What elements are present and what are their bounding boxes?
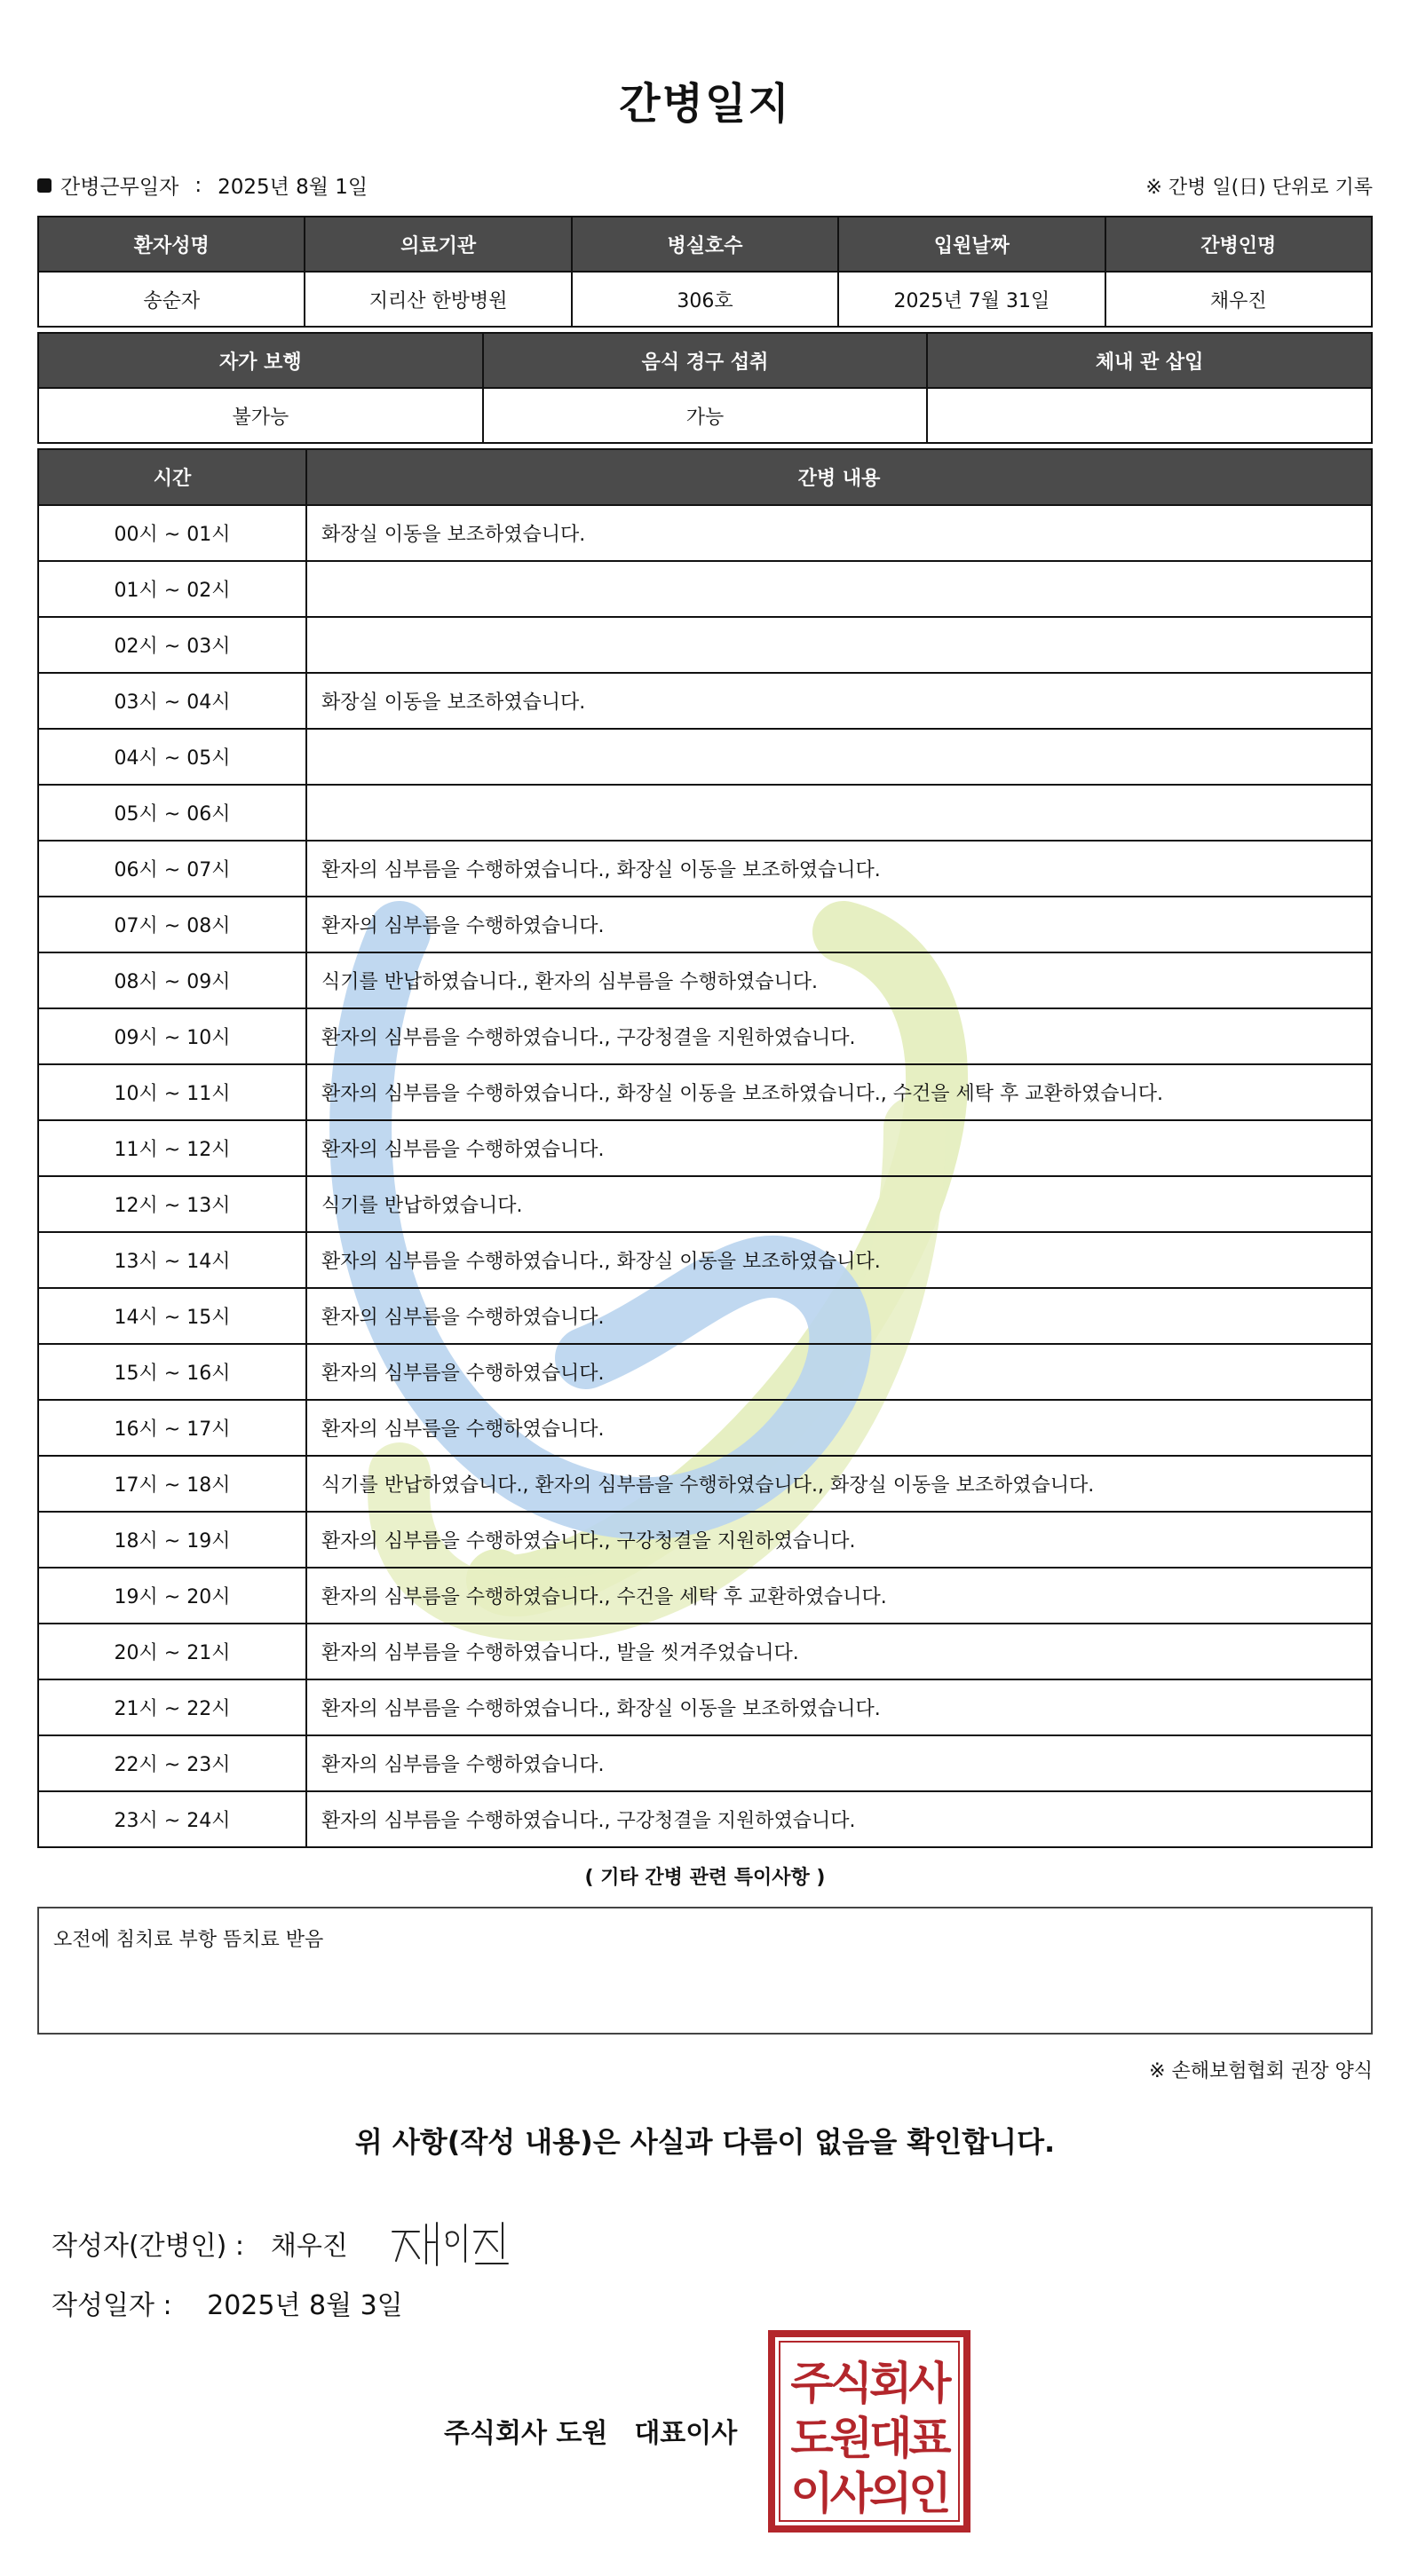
tube-insertion-value: [927, 388, 1372, 443]
care-content-cell: 식기를 반납하였습니다.: [306, 1176, 1372, 1232]
recommend-note: ※ 손해보험협회 권장 양식: [1149, 2060, 1373, 2082]
time-cell: 14시 ~ 15시: [38, 1288, 306, 1344]
write-date-value: 2025년 8월 3일: [207, 2290, 403, 2321]
header-admission-date: 입원날짜: [838, 217, 1105, 272]
time-cell: 12시 ~ 13시: [38, 1176, 306, 1232]
handwritten-signature: [384, 2212, 517, 2274]
table-row: [38, 952, 1372, 1008]
care-content-cell: 환자의 심부름을 수행하였습니다.: [306, 1735, 1372, 1791]
care-content-cell: 식기를 반납하였습니다., 환자의 심부름을 수행하였습니다., 화장실 이동을 보조하였습니다.: [306, 1456, 1372, 1512]
care-content-cell: 환자의 심부름을 수행하였습니다.: [306, 897, 1372, 952]
time-cell: 11시 ~ 12시: [38, 1120, 306, 1176]
time-cell: 05시 ~ 06시: [38, 785, 306, 841]
work-date-separator: :: [194, 173, 202, 197]
care-content-cell: 식기를 반납하였습니다., 환자의 심부름을 수행하였습니다.: [306, 952, 1372, 1008]
care-content-cell: [306, 729, 1372, 785]
care-content-cell: 환자의 심부름을 수행하였습니다., 화장실 이동을 보조하였습니다.: [306, 841, 1372, 897]
header-self-walking: 자가 보행: [38, 333, 483, 388]
care-content-cell: 환자의 심부름을 수행하였습니다.: [306, 1344, 1372, 1400]
care-content-cell: 환자의 심부름을 수행하였습니다., 화장실 이동을 보조하였습니다.: [306, 1679, 1372, 1735]
table-row: [38, 785, 1372, 841]
care-content-cell: 환자의 심부름을 수행하였습니다., 구강청결을 지원하였습니다.: [306, 1512, 1372, 1568]
header-hospital: 의료기관: [305, 217, 571, 272]
self-walking-value: 불가능: [38, 388, 483, 443]
care-content-cell: 환자의 심부름을 수행하였습니다., 구강청결을 지원하였습니다.: [306, 1791, 1372, 1847]
header-oral-intake: 음식 경구 섭취: [483, 333, 928, 388]
company-role: 대표이사: [634, 2418, 738, 2449]
table-row: [38, 1120, 1372, 1176]
header-tube-insertion: 체내 관 삽입: [927, 333, 1372, 388]
company-name: 주식회사 도원: [444, 2418, 608, 2449]
care-content-cell: 환자의 심부름을 수행하였습니다., 발을 씻겨주었습니다.: [306, 1624, 1372, 1679]
time-cell: 19시 ~ 20시: [38, 1568, 306, 1624]
company-line: [444, 2411, 737, 2450]
time-cell: 07시 ~ 08시: [38, 897, 306, 952]
table-row: [38, 1512, 1372, 1568]
work-date: [37, 170, 368, 200]
header-caregiver-name: 간병인명: [1105, 217, 1372, 272]
admission-date: 2025년 7월 31일: [838, 272, 1105, 327]
time-cell: 03시 ~ 04시: [38, 673, 306, 729]
svg-text:이사의인: 이사의인: [790, 2468, 948, 2519]
care-content-cell: [306, 785, 1372, 841]
table-row: [38, 841, 1372, 897]
hospital-name: 지리산 한방병원: [305, 272, 571, 327]
care-content-cell: 환자의 심부름을 수행하였습니다.: [306, 1288, 1372, 1344]
time-cell: 10시 ~ 11시: [38, 1064, 306, 1120]
table-row: [38, 1064, 1372, 1120]
work-date-value: 2025년 8월 1일: [218, 176, 368, 199]
notes-box: [37, 1907, 1373, 2035]
table-row: [38, 505, 1372, 561]
table-row: [38, 561, 1372, 617]
notes-text: 오전에 침치료 부항 뜸치료 받음: [53, 1929, 324, 1951]
write-date-line: [51, 2283, 403, 2322]
time-cell: 21시 ~ 22시: [38, 1679, 306, 1735]
time-cell: 22시 ~ 23시: [38, 1735, 306, 1791]
write-date-label: 작성일자 :: [51, 2290, 172, 2321]
care-content-cell: 환자의 심부름을 수행하였습니다., 구강청결을 지원하였습니다.: [306, 1008, 1372, 1064]
time-cell: 17시 ~ 18시: [38, 1456, 306, 1512]
time-cell: 23시 ~ 24시: [38, 1791, 306, 1847]
time-cell: 00시 ~ 01시: [38, 505, 306, 561]
care-content-cell: [306, 617, 1372, 673]
table-row: [38, 1679, 1372, 1735]
unit-note: ※ 간병 일(日) 단위로 기록: [1145, 177, 1373, 199]
header-time: 시간: [38, 449, 306, 505]
work-date-label: 간병근무일자: [60, 176, 179, 199]
bullet-square-icon: [37, 178, 51, 193]
care-content-cell: 환자의 심부름을 수행하였습니다.: [306, 1400, 1372, 1456]
caregiver-name: 채우진: [1105, 272, 1372, 327]
time-cell: 08시 ~ 09시: [38, 952, 306, 1008]
time-cell: 09시 ~ 10시: [38, 1008, 306, 1064]
table-row: [38, 1735, 1372, 1791]
care-content-cell: 환자의 심부름을 수행하였습니다., 화장실 이동을 보조하였습니다., 수건을 세탁 후 교환하였습니다.: [306, 1064, 1372, 1120]
header-patient-name: 환자성명: [38, 217, 305, 272]
notes-title: ( 기타 간병 관련 특이사항 ): [584, 1867, 826, 1889]
time-cell: 20시 ~ 21시: [38, 1624, 306, 1679]
header-room: 병실호수: [572, 217, 838, 272]
document-title: 간병일지: [619, 79, 791, 129]
writer-label: 작성자(간병인) :: [51, 2231, 244, 2262]
table-row: [38, 617, 1372, 673]
time-cell: 16시 ~ 17시: [38, 1400, 306, 1456]
oral-intake-value: 가능: [483, 388, 928, 443]
time-cell: 18시 ~ 19시: [38, 1512, 306, 1568]
svg-text:주식회사: 주식회사: [790, 2358, 948, 2409]
table-row: [38, 729, 1372, 785]
table-row: [38, 1008, 1372, 1064]
table-row: [38, 673, 1372, 729]
care-content-cell: 화장실 이동을 보조하였습니다.: [306, 673, 1372, 729]
time-cell: 06시 ~ 07시: [38, 841, 306, 897]
table-row: [38, 1456, 1372, 1512]
table-row: [38, 1288, 1372, 1344]
table-row: [38, 1791, 1372, 1847]
care-content-cell: [306, 561, 1372, 617]
table-row: [38, 1400, 1372, 1456]
table-row: [38, 1176, 1372, 1232]
time-cell: 13시 ~ 14시: [38, 1232, 306, 1288]
table-row: [38, 1568, 1372, 1624]
care-content-cell: 환자의 심부름을 수행하였습니다., 화장실 이동을 보조하였습니다.: [306, 1232, 1372, 1288]
care-content-cell: 환자의 심부름을 수행하였습니다., 수건을 세탁 후 교환하였습니다.: [306, 1568, 1372, 1624]
care-log-table: [37, 448, 1373, 1848]
svg-text:도원대표: 도원대표: [790, 2413, 948, 2464]
company-seal: [767, 2329, 971, 2533]
header-care-content: 간병 내용: [306, 449, 1372, 505]
room-number: 306호: [572, 272, 838, 327]
time-cell: 15시 ~ 16시: [38, 1344, 306, 1400]
patient-info-table: [37, 216, 1373, 328]
table-row: [38, 1624, 1372, 1679]
table-row: [38, 1344, 1372, 1400]
time-cell: 04시 ~ 05시: [38, 729, 306, 785]
time-cell: 01시 ~ 02시: [38, 561, 306, 617]
writer-line: [51, 2212, 517, 2274]
confirm-statement: 위 사항(작성 내용)은 사실과 다름이 없음을 확인합니다.: [354, 2125, 1056, 2159]
care-content-cell: 환자의 심부름을 수행하였습니다.: [306, 1120, 1372, 1176]
patient-name: 송순자: [38, 272, 305, 327]
table-row: [38, 1232, 1372, 1288]
patient-status-table: [37, 332, 1373, 444]
table-row: [38, 897, 1372, 952]
writer-name: 채우진: [270, 2231, 348, 2262]
care-content-cell: 화장실 이동을 보조하였습니다.: [306, 505, 1372, 561]
time-cell: 02시 ~ 03시: [38, 617, 306, 673]
